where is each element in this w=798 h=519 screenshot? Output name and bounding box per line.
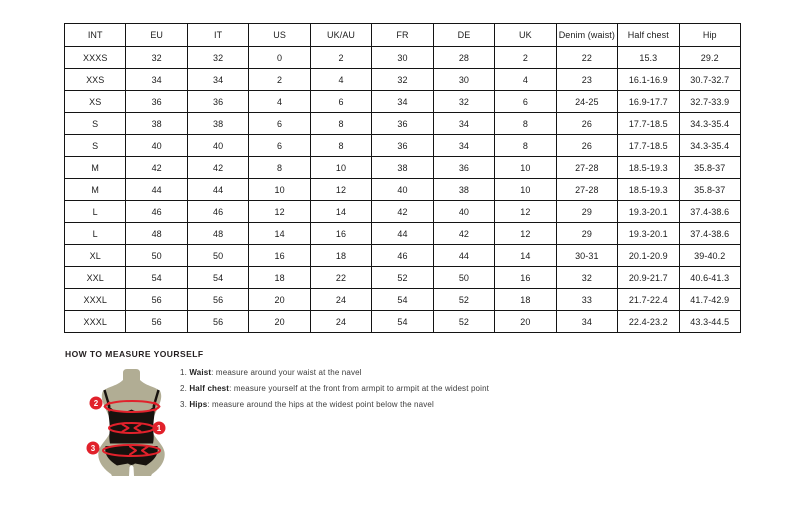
size-cell: 17.7-18.5: [618, 113, 679, 135]
size-cell: 34: [126, 69, 187, 91]
mannequin-illustration: [76, 367, 191, 507]
size-cell: L: [65, 201, 126, 223]
size-cell: 18.5-19.3: [618, 157, 679, 179]
table-row: [65, 91, 741, 113]
size-cell: 27-28: [556, 157, 617, 179]
size-cell: 10: [495, 179, 556, 201]
size-cell: 22: [310, 267, 371, 289]
size-cell: 8: [495, 113, 556, 135]
size-cell: 42: [126, 157, 187, 179]
size-cell: 46: [187, 201, 248, 223]
size-cell: 48: [187, 223, 248, 245]
column-header: UK: [495, 24, 556, 47]
size-cell: 38: [126, 113, 187, 135]
size-cell: 2: [249, 69, 310, 91]
size-cell: 18: [310, 245, 371, 267]
size-cell: XXXL: [65, 311, 126, 333]
size-cell: 8: [495, 135, 556, 157]
size-cell: 24: [310, 289, 371, 311]
size-cell: 32: [187, 47, 248, 69]
measurement-figure: [76, 367, 191, 507]
size-cell: S: [65, 135, 126, 157]
size-cell: 30: [433, 69, 494, 91]
size-cell: 16: [310, 223, 371, 245]
size-cell: 36: [372, 113, 433, 135]
size-cell: 14: [249, 223, 310, 245]
column-header: EU: [126, 24, 187, 47]
size-cell: 20: [495, 311, 556, 333]
size-cell: 33: [556, 289, 617, 311]
size-cell: 42: [187, 157, 248, 179]
measure-step: [180, 369, 489, 377]
step-label: Half chest: [189, 384, 230, 393]
size-cell: 37.4-38.6: [679, 223, 740, 245]
size-cell: 56: [126, 311, 187, 333]
chest-badge-number: 2: [93, 399, 99, 408]
size-cell: 36: [187, 91, 248, 113]
waist-badge: [153, 422, 166, 435]
step-label: Hips: [189, 400, 208, 409]
size-cell: S: [65, 113, 126, 135]
measure-step: [180, 385, 489, 393]
size-cell: 52: [433, 311, 494, 333]
size-cell: 22: [556, 47, 617, 69]
size-cell: 50: [187, 245, 248, 267]
size-cell: 35.8-37: [679, 179, 740, 201]
size-cell: XL: [65, 245, 126, 267]
table-row: [65, 47, 741, 69]
size-cell: 35.8-37: [679, 157, 740, 179]
size-cell: 29.2: [679, 47, 740, 69]
size-cell: 8: [310, 113, 371, 135]
table-row: [65, 245, 741, 267]
size-cell: 40: [187, 135, 248, 157]
size-cell: 36: [126, 91, 187, 113]
size-cell: 42: [372, 201, 433, 223]
size-cell: 34: [556, 311, 617, 333]
table-row: [65, 135, 741, 157]
size-cell: 0: [249, 47, 310, 69]
size-cell: 40: [433, 201, 494, 223]
size-cell: 36: [433, 157, 494, 179]
step-number: 1.: [180, 368, 187, 377]
step-description: : measure around your waist at the navel: [211, 368, 362, 377]
size-cell: 30.7-32.7: [679, 69, 740, 91]
step-description: : measure around the hips at the widest point below the navel: [207, 400, 434, 409]
size-cell: 38: [187, 113, 248, 135]
size-cell: 54: [187, 267, 248, 289]
size-cell: XXL: [65, 267, 126, 289]
measure-step: [180, 401, 489, 409]
table-row: [65, 311, 741, 333]
size-cell: 10: [495, 157, 556, 179]
size-cell: 16.1-16.9: [618, 69, 679, 91]
size-cell: 18.5-19.3: [618, 179, 679, 201]
step-description: : measure yourself at the front from armpit to armpit at the widest point: [229, 384, 490, 393]
size-cell: 8: [310, 135, 371, 157]
size-cell: 50: [126, 245, 187, 267]
size-cell: XXXL: [65, 289, 126, 311]
size-cell: 32.7-33.9: [679, 91, 740, 113]
column-header: Hip: [679, 24, 740, 47]
size-cell: 6: [249, 113, 310, 135]
column-header: UK/AU: [310, 24, 371, 47]
size-cell: 52: [372, 267, 433, 289]
size-cell: XS: [65, 91, 126, 113]
size-cell: 56: [187, 289, 248, 311]
size-cell: 48: [126, 223, 187, 245]
size-cell: XXS: [65, 69, 126, 91]
column-header: Half chest: [618, 24, 679, 47]
size-cell: 34.3-35.4: [679, 135, 740, 157]
size-cell: 34: [433, 113, 494, 135]
hips-badge-number: 3: [90, 444, 96, 453]
size-cell: 32: [126, 47, 187, 69]
size-cell: 30-31: [556, 245, 617, 267]
table-row: [65, 179, 741, 201]
step-number: 2.: [180, 384, 187, 393]
column-header: FR: [372, 24, 433, 47]
size-cell: 23: [556, 69, 617, 91]
column-header: Denim (waist): [556, 24, 617, 47]
size-cell: 34.3-35.4: [679, 113, 740, 135]
size-cell: 40: [372, 179, 433, 201]
size-cell: 43.3-44.5: [679, 311, 740, 333]
size-cell: 29: [556, 223, 617, 245]
table-row: [65, 69, 741, 91]
size-cell: M: [65, 179, 126, 201]
size-cell: 26: [556, 113, 617, 135]
table-row: [65, 223, 741, 245]
size-cell: 4: [495, 69, 556, 91]
size-cell: 29: [556, 201, 617, 223]
size-cell: 56: [126, 289, 187, 311]
chest-badge: [90, 397, 103, 410]
size-cell: 27-28: [556, 179, 617, 201]
size-cell: 44: [433, 245, 494, 267]
size-cell: 19.3-20.1: [618, 223, 679, 245]
size-cell: 38: [433, 179, 494, 201]
size-cell: 54: [372, 289, 433, 311]
size-table-head: [65, 24, 741, 47]
size-cell: 38: [372, 157, 433, 179]
table-row: [65, 157, 741, 179]
size-cell: 16: [495, 267, 556, 289]
size-cell: 10: [310, 157, 371, 179]
size-cell: 2: [495, 47, 556, 69]
column-header: INT: [65, 24, 126, 47]
size-cell: 32: [433, 91, 494, 113]
size-cell: 16: [249, 245, 310, 267]
measure-steps: [180, 369, 489, 417]
size-cell: 26: [556, 135, 617, 157]
table-row: [65, 201, 741, 223]
size-cell: 4: [310, 69, 371, 91]
size-cell: L: [65, 223, 126, 245]
size-conversion-table: [64, 23, 741, 333]
size-cell: 42: [433, 223, 494, 245]
size-cell: 20.1-20.9: [618, 245, 679, 267]
size-cell: 2: [310, 47, 371, 69]
size-cell: XXXS: [65, 47, 126, 69]
column-header: US: [249, 24, 310, 47]
hips-badge: [87, 442, 100, 455]
size-cell: 30: [372, 47, 433, 69]
size-cell: 12: [495, 201, 556, 223]
size-cell: 41.7-42.9: [679, 289, 740, 311]
size-cell: 50: [433, 267, 494, 289]
size-cell: 21.7-22.4: [618, 289, 679, 311]
size-cell: 6: [249, 135, 310, 157]
size-cell: 20: [249, 311, 310, 333]
size-cell: 34: [433, 135, 494, 157]
how-to-measure-heading: HOW TO MEASURE YOURSELF: [65, 349, 204, 359]
size-cell: 32: [556, 267, 617, 289]
step-label: Waist: [189, 368, 212, 377]
size-cell: 14: [495, 245, 556, 267]
size-cell: 20: [249, 289, 310, 311]
size-cell: 39-40.2: [679, 245, 740, 267]
size-cell: 24: [310, 311, 371, 333]
waist-badge-number: 1: [156, 424, 162, 433]
size-cell: 28: [433, 47, 494, 69]
size-cell: 14: [310, 201, 371, 223]
size-cell: 40.6-41.3: [679, 267, 740, 289]
size-cell: 12: [495, 223, 556, 245]
size-cell: 54: [126, 267, 187, 289]
size-cell: 19.3-20.1: [618, 201, 679, 223]
size-cell: 34: [372, 91, 433, 113]
table-row: [65, 267, 741, 289]
size-cell: 54: [372, 311, 433, 333]
step-number: 3.: [180, 400, 187, 409]
size-table-header-row: [65, 24, 741, 47]
size-cell: 12: [249, 201, 310, 223]
size-cell: 46: [372, 245, 433, 267]
size-cell: 10: [249, 179, 310, 201]
size-cell: 16.9-17.7: [618, 91, 679, 113]
size-cell: 44: [187, 179, 248, 201]
column-header: DE: [433, 24, 494, 47]
size-cell: 40: [126, 135, 187, 157]
size-cell: 24-25: [556, 91, 617, 113]
size-cell: 6: [310, 91, 371, 113]
size-cell: 20.9-21.7: [618, 267, 679, 289]
size-cell: 8: [249, 157, 310, 179]
size-cell: 22.4-23.2: [618, 311, 679, 333]
size-table-body: [65, 47, 741, 333]
size-cell: 6: [495, 91, 556, 113]
size-cell: 37.4-38.6: [679, 201, 740, 223]
size-cell: 36: [372, 135, 433, 157]
size-cell: M: [65, 157, 126, 179]
size-cell: 34: [187, 69, 248, 91]
size-cell: 52: [433, 289, 494, 311]
column-header: IT: [187, 24, 248, 47]
size-cell: 4: [249, 91, 310, 113]
size-cell: 15.3: [618, 47, 679, 69]
size-cell: 12: [310, 179, 371, 201]
size-cell: 44: [126, 179, 187, 201]
size-cell: 46: [126, 201, 187, 223]
size-cell: 32: [372, 69, 433, 91]
table-row: [65, 113, 741, 135]
size-cell: 44: [372, 223, 433, 245]
table-row: [65, 289, 741, 311]
size-cell: 18: [249, 267, 310, 289]
size-cell: 17.7-18.5: [618, 135, 679, 157]
size-cell: 18: [495, 289, 556, 311]
size-cell: 56: [187, 311, 248, 333]
